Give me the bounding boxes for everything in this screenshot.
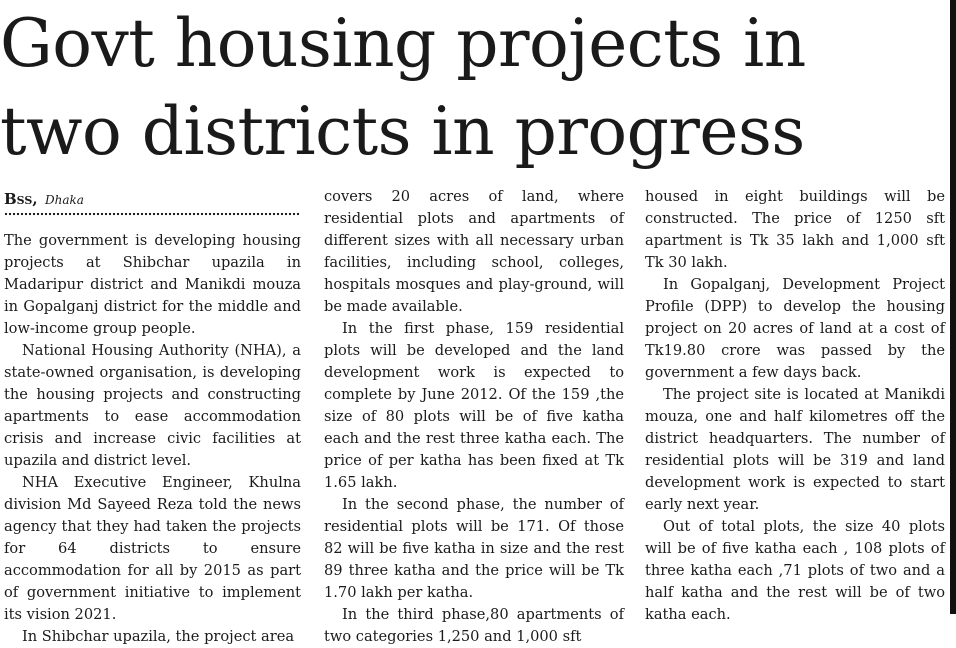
- paragraph: covers 20 acres of land, where residential plots and apartments of different sizes with all necessary urban facilities, including school, colleges, hospitals mosques and play-ground, will be made available.: [324, 188, 624, 315]
- byline: [4, 189, 84, 210]
- paragraph: housed in eight buildings will be constructed. The price of 1250 sft apartment is Tk 35 lakh and 1,000 sft Tk 30 lakh.: [645, 188, 945, 271]
- article-column-1: [4, 230, 301, 648]
- byline-place: Dhaka: [45, 193, 84, 207]
- paragraph: Out of total plots, the size 40 plots will be of five katha each , 108 plots of three katha each ,71 plots of two and a half katha and the rest will be of two katha each.: [645, 518, 945, 623]
- headline-line-2: two districts in progress: [0, 93, 805, 170]
- paragraph: The project site is located at Manikdi mouza, one and half kilometres off the district headquarters. The number of residential plots will be 319 and land development work is expected to start early next year.: [645, 386, 945, 513]
- paragraph: In Shibchar upazila, the project area: [22, 628, 295, 645]
- paragraph: In the second phase, the number of residential plots will be 171. Of those 82 will be five katha in size and the rest 89 three katha and the price will be Tk 1.70 lakh per katha.: [324, 496, 624, 601]
- page-edge-border: [950, 0, 956, 614]
- article-column-3: [645, 186, 945, 626]
- paragraph: In the third phase,80 apartments of two categories 1,250 and 1,000 sft: [324, 606, 624, 645]
- dotted-divider: [4, 212, 300, 216]
- paragraph: In Gopalganj, Development Project Profile (DPP) to develop the housing project on 20 acres of land at a cost of Tk19.80 crore was passed by the government a few days back.: [645, 276, 945, 381]
- paragraph: National Housing Authority (NHA), a state-owned organisation, is developing the housing projects and constructing apartments to ease accommodation crisis and increase civic facilities at upazila and district level.: [4, 342, 301, 469]
- paragraph: The government is developing housing projects at Shibchar upazila in Madaripur district and Manikdi mouza in Gopalganj district for the middle and low-income group people.: [4, 232, 301, 337]
- headline: [0, 0, 940, 176]
- byline-agency: Bss,: [4, 190, 38, 208]
- paragraph: NHA Executive Engineer, Khulna division Md Sayeed Reza told the news agency that they had taken the projects for 64 districts to ensure accommodation for all by 2015 as part of government initiative to implement its vision 2021.: [4, 474, 301, 623]
- headline-line-1: Govt housing projects in: [0, 5, 806, 82]
- article-column-2: [324, 186, 624, 648]
- paragraph: In the first phase, 159 residential plots will be developed and the land development work is expected to complete by June 2012. Of the 159 ,the size of 80 plots will be of five katha each and the rest three katha each. The price of per katha has been fixed at Tk 1.65 lakh.: [324, 320, 624, 491]
